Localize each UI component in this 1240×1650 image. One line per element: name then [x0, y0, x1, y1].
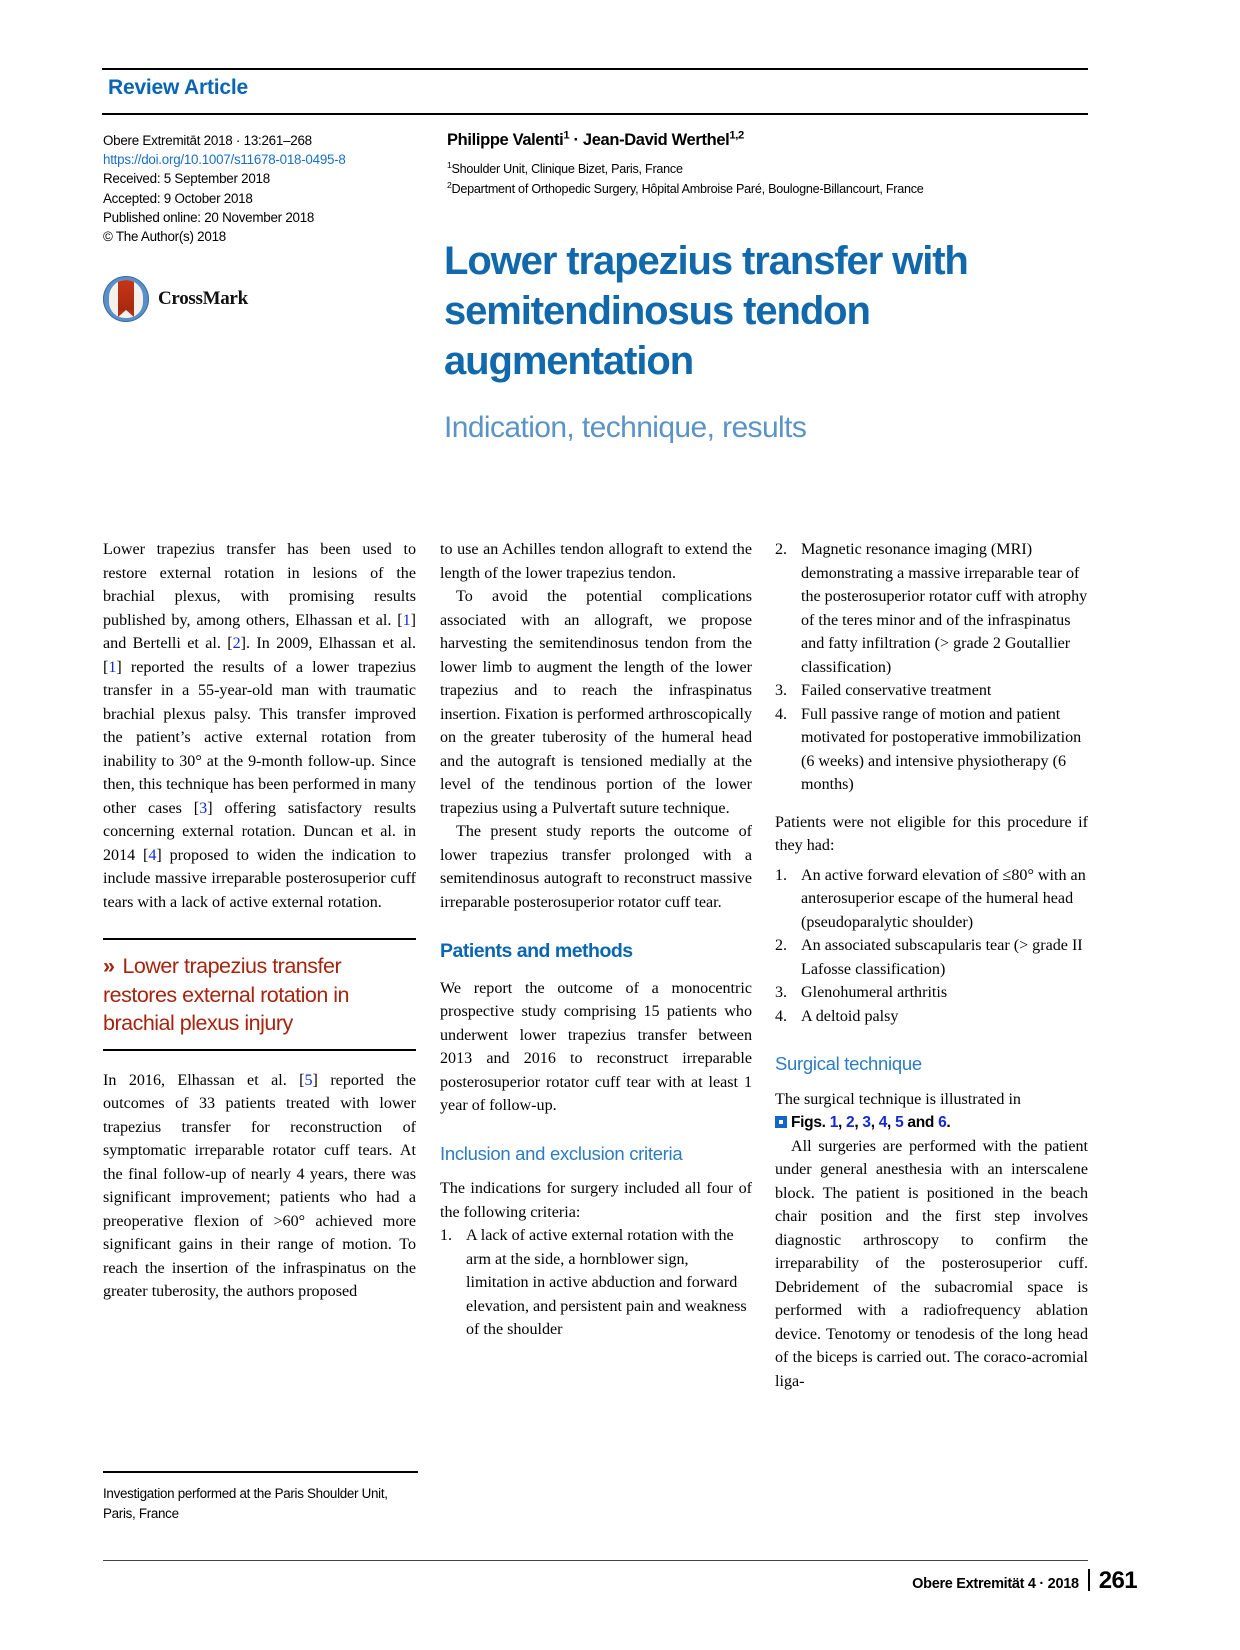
affiliation-2: $^2$Department of Orthopedic Surgery, Hôpital Ambroise Paré, Boulogne-Billancourt, France: [447, 179, 924, 196]
heading-surgical-technique: Surgical technique: [775, 1053, 922, 1074]
list-item: [440, 1224, 752, 1342]
list-text: Glenohumeral arthritis: [801, 984, 948, 1001]
list-text: A deltoid palsy: [801, 1007, 899, 1025]
journal-citation: Obere Extremitāt 2018 · 13:261–268: [103, 133, 312, 148]
crossmark-badge[interactable]: [103, 276, 248, 322]
list-text: An associated subscapularis tear (> grade II Lafosse classification): [801, 937, 1083, 978]
author-block: [447, 131, 1087, 199]
list-marker: 4.: [775, 705, 788, 723]
criteria-list-part1: [440, 1224, 752, 1342]
figure-marker-icon: [775, 1116, 787, 1128]
list-item: [775, 864, 1088, 935]
pull-quote-bottom-rule: [103, 1049, 416, 1051]
criteria-list-part2: [775, 538, 1088, 797]
list-marker: 2.: [775, 541, 788, 558]
publication-metadata: [103, 131, 433, 246]
footnote-text: Investigation performed at the Paris Shoulder Unit, Paris, France: [103, 1486, 388, 1521]
page-footer: [912, 1566, 1137, 1595]
paragraph: to use an Achilles tendon allograft to extend the length of the lower trapezius tendon.: [440, 541, 752, 582]
pull-quote-body: Lower trapezius transfer restores external rotation in brachial plexus injury: [103, 954, 350, 1035]
list-item: [775, 934, 1088, 981]
column-2: [440, 538, 752, 1342]
list-item: [775, 538, 1088, 679]
column-1: [103, 538, 416, 1304]
list-text: Magnetic resonance imaging (MRI) demonstrating a massive irreparable tear of the posterosuperior rotator cuff with atrophy of the teres minor and of the infraspinatus and fatty infiltration (> grade 2 Goutallier classification): [801, 541, 1088, 676]
figs-numbers: 1, 2, 3, 4, 5 and 6.: [829, 1114, 951, 1131]
accepted-date: Accepted: 9 October 2018: [103, 190, 253, 206]
illustrated-text: The surgical technique is illustrated in: [775, 1090, 1021, 1108]
list-text: Full passive range of motion and patient motivated for postoperative immobilization (6 weeks) and intensive physiotherapy (6 months): [801, 705, 1082, 793]
section-label: Review Article: [108, 76, 248, 99]
list-item: [775, 703, 1088, 797]
double-chevron-icon: »: [103, 954, 115, 978]
list-text: Failed conservative treatment: [801, 682, 992, 699]
copyright-line: © The Author(s) 2018: [103, 229, 226, 245]
paragraph: We report the outcome of a monocentric prospective study comprising 15 patients who underwent lower trapezius transfer between 2013 and 2016 to reconstruct irreparable posterosuperior rotator cuff tear with at least 1 year of follow-up.: [440, 979, 752, 1114]
crossmark-label: CrossMark: [158, 288, 248, 309]
list-item: [775, 1005, 1088, 1029]
page-title: Lower trapezius transfer with semitendinosus tendon augmentation: [444, 239, 968, 383]
received-date: Received: 5 September 2018: [103, 171, 270, 187]
footer-divider: [1088, 1569, 1090, 1591]
paragraph: The indications for surgery included all four of the following criteria:: [440, 1180, 752, 1221]
list-marker: 4.: [775, 1007, 788, 1025]
list-marker: 1.: [775, 866, 788, 884]
list-marker: 1.: [440, 1227, 453, 1244]
ineligibility-list: [775, 864, 1088, 1029]
paragraph: [775, 1088, 1088, 1112]
heading-inclusion-exclusion-criteria: Inclusion and exclusion criteria: [440, 1142, 683, 1164]
list-marker: 2.: [775, 937, 788, 954]
list-text: A lack of active external rotation with the arm at the side, a hornblower sign, limitation in active abduction and forward elevation, and persistent pain and weakness of the shoulder: [466, 1227, 747, 1338]
list-marker: 3.: [775, 984, 788, 1001]
pull-quote-text: [103, 940, 416, 1049]
paragraph: All surgeries are performed with the patient under general anesthesia with an interscalene block. The patient is positioned in the beach chair position and the first step involves diagnostic arthroscopy to confirm the irreparability of the posterosuperior cuff. Debridement of the subacromial space is performed with a radiofrequency ablation device. Tenotomy or tenodesis of the long head of the biceps is carried out. The coraco-acromial liga-: [775, 1137, 1088, 1390]
footnote: [103, 1471, 418, 1523]
header-bottom-rule: [102, 113, 1088, 115]
paragraph: Patients were not eligible for this procedure if they had:: [775, 813, 1088, 854]
page-number: 261: [1098, 1567, 1137, 1594]
affiliation-1: $^1$Shoulder Unit, Clinique Bizet, Paris, France: [447, 159, 683, 176]
published-date: Published online: 20 November 2018: [103, 209, 315, 225]
author-names: Philippe Valenti$^1$ · Jean-David Werthel$^{1,2}$: [447, 129, 744, 149]
list-item: [775, 679, 1088, 703]
list-text: An active forward elevation of ≤80° with an anterosuperior escape of the humeral head (pseudoparalytic shoulder): [801, 866, 1086, 931]
paragraph: To avoid the potential complications associated with an allograft, we propose harvesting the semitendinosus tendon from the lower limb to augment the length of the lower trapezius and to reach the infraspinatus insertion. Fixation is performed arthroscopically on the greater tuberosity of the humeral head and the autograft is tensioned medially at the level of the tendinous portion of the lower trapezius using a Pulvertaft suture technique.: [440, 588, 752, 817]
paragraph: Lower trapezius transfer has been used to restore external rotation in lesions of the brachial plexus, with promising results published by, among others, Elhassan et al. [1] and Bertelli et al. [2]. In 2009, Elhassan et al. [1] reported the results of a lower trapezius transfer in a 55-year-old man with traumatic brachial plexus palsy. This transfer improved the patient’s active external rotation from inability to 30° at the 9-month follow-up. Since then, this technique has been performed in many other cases [3] offering satisfactory results concerning external rotation. Duncan et al. in 2014 [4] proposed to widen the indication to include massive irreparable posterosuperior cuff tears with a lack of active external rotation.: [103, 541, 417, 911]
column-3: [775, 538, 1088, 1393]
footer-journal: Obere Extremität 4 · 2018: [912, 1576, 1079, 1592]
heading-patients-and-methods: Patients and methods: [440, 940, 633, 962]
header-top-rule: [102, 68, 1088, 70]
list-item: [775, 981, 1088, 1005]
figs-label: Figs.: [791, 1114, 826, 1131]
figures-reference: [775, 1111, 1088, 1135]
footnote-rule: [103, 1471, 418, 1473]
crossmark-icon: [103, 276, 149, 322]
paragraph: The present study reports the outcome of lower trapezius transfer prolonged with a semitendinosus autograft to reconstruct massive irreparable posterosuperior rotator cuff tear.: [440, 823, 752, 911]
doi-link[interactable]: https://doi.org/10.1007/s11678-018-0495-8: [103, 152, 346, 168]
list-marker: 3.: [775, 682, 788, 699]
paragraph: In 2016, Elhassan et al. [5] reported the outcomes of 33 patients treated with lower trapezius transfer for reconstruction of symptomatic irreparable rotator cuff tears. At the final follow-up of nearly 4 years, there was significant improvement; patients who had a preoperative flexion of >60° achieved more significant gains in their range of motion. To reach the insertion of the infraspinatus on the greater tuberosity, the authors proposed: [103, 1071, 417, 1300]
pull-quote: [103, 938, 416, 1051]
page-subtitle: Indication, technique, results: [444, 411, 807, 444]
footer-rule: [103, 1560, 1088, 1561]
